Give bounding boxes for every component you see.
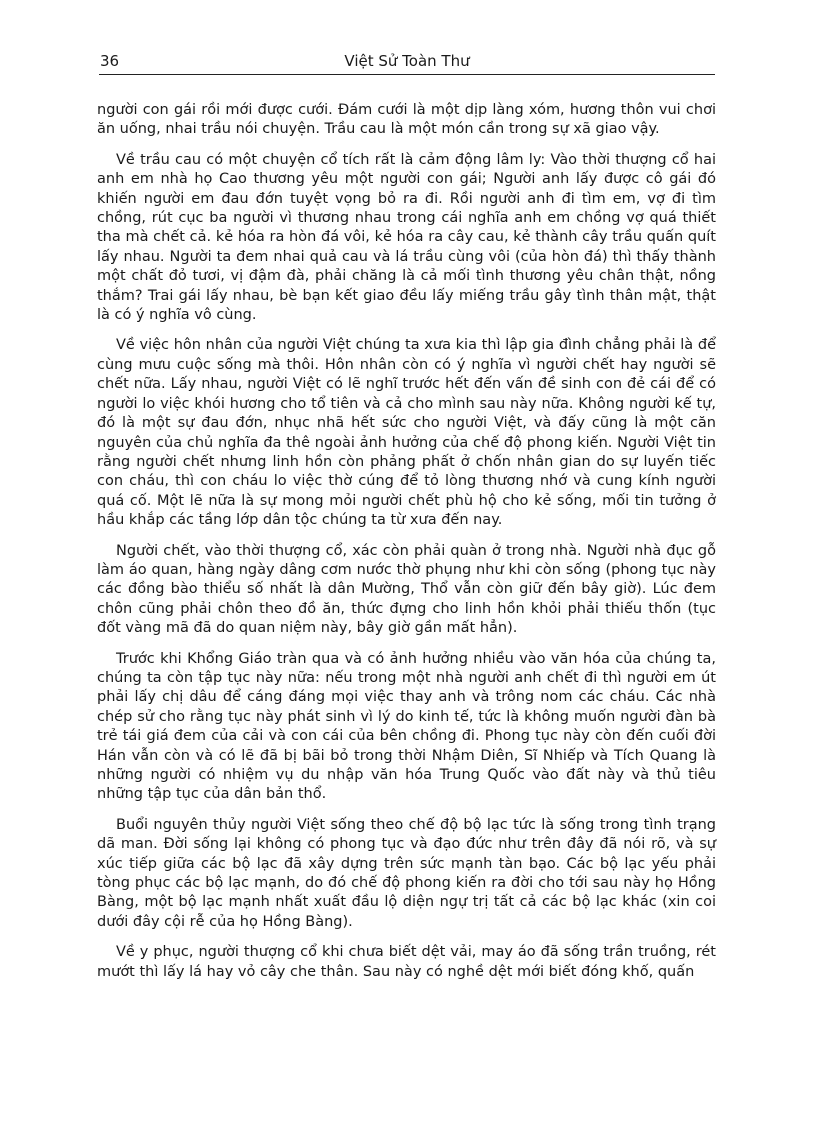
paragraph: Người chết, vào thời thượng cổ, xác còn phải quàn ở trong nhà. Người nhà đục gỗ làm áo quan, hàng ngày dâng cơm nước thờ phụng như khi còn sống (phong tục này các đồng bào thiểu số nhất là dân Mường, Thổ vẫn còn giữ đến bây giờ). Lúc đem chôn cũng phải chôn theo đồ ăn, thức đựng cho linh hồn khỏi phải thiếu thốn (tục đốt vàng mã đã do quan niệm này, bây giờ gần mất hẳn).: [97, 542, 716, 637]
paragraph: Về trầu cau có một chuyện cổ tích rất là cảm động lâm ly: Vào thời thượng cổ hai anh em nhà họ Cao thương yêu một người con gái; Người anh lấy được cô gái đó khiến người em đau đớn tuyệt vọng bỏ ra đi. Rồi người anh đi tìm em, vợ đi tìm chồng, rút cục ba người vì thương nhau trong cái nghĩa anh em chồng vợ quá thiết tha mà chết cả. kẻ hóa ra hòn đá vôi, kẻ hóa ra cây cau, kẻ thành cây trầu quấn quít lấy nhau. Người ta đem nhai quả cau và lá trầu cùng vôi (của hòn đá) thì thấy thành một chất đỏ tươi, vị đậm đà, phải chăng là cả mối tình thương yêu chân thật, nồng thắm? Trai gái lấy nhau, bè bạn kết giao đều lấy miếng trầu gây tình thân mật, thật là có ý nghĩa vô cùng.: [97, 151, 716, 324]
running-title: Việt Sử Toàn Thư: [344, 52, 470, 70]
paragraph: Về việc hôn nhân của người Việt chúng ta xưa kia thì lập gia đình chẳng phải là để cùng mưu cuộc sống mà thôi. Hôn nhân còn có ý nghĩa vì người chết hay người sẽ chết nữa. Lấy nhau, người Việt có lẽ nghĩ trước hết đến vấn đề sinh con đẻ cái để có người lo việc khói hương cho tổ tiên và cả cho mình sau này nữa. Không người kế tự, đó là một sự đau đớn, nhục nhã hết sức cho người Việt, và đấy cũng là một căn nguyên của chủ nghĩa đa thê ngoài ảnh hưởng của chế độ phong kiến. Người Việt tin rằng người chết nhưng linh hồn còn phảng phất ở chốn nhân gian do sự luyến tiếc con cháu, thì con cháu lo việc thờ cúng để tỏ lòng thương nhớ và cung kính người quá cố. Một lẽ nữa là sự mong mỏi người chết phù hộ cho kẻ sống, mối tin tưởng ở hầu khắp các tầng lớp dân tộc chúng ta từ xưa đến nay.: [97, 337, 716, 529]
page-number: 36: [100, 52, 120, 70]
page-header: [99, 50, 715, 75]
paragraph: Buổi nguyên thủy người Việt sống theo chế độ bộ lạc tức là sống trong tình trạng dã man. Đời sống lại không có phong tục và đạo đức như trên đây đã nói rõ, và sự xúc tiếp giữa các bộ lạc đã xây dựng trên sức mạnh tàn bạo. Các bộ lạc yếu phải tòng phục các bộ lạc mạnh, do đó chế độ phong kiến ra đời cho tới sau này họ Hồng Bàng, một bộ lạc mạnh nhất xuất đầu lộ diện ngự trị tất cả các bộ lạc khác (xin coi dưới đây cội rễ của họ Hồng Bàng).: [97, 816, 716, 930]
paragraph: người con gái rồi mới được cưới. Đám cưới là một dịp làng xóm, hương thôn vui chơi ăn uống, nhai trầu nói chuyện. Trầu cau là một món cần trong sự xã giao vậy.: [97, 102, 716, 138]
body-text: [97, 101, 716, 993]
paragraph: Trước khi Khổng Giáo tràn qua và có ảnh hưởng nhiều vào văn hóa của chúng ta, chúng ta còn tập tục này nữa: nếu trong một nhà người anh chết đi thì người em út phải lấy chị dâu để cáng đáng mọi việc thay anh và trông nom các cháu. Các nhà chép sử cho rằng tục này phát sinh vì lý do kinh tế, tức là không muốn người đàn bà trẻ tái giá đem của cải và con cái của bên chồng đi. Phong tục này còn đến cuối đời Hán vẫn còn và có lẽ đã bị bãi bỏ trong thời Nhậm Diên, Sĩ Nhiếp và Tích Quang là những người có nhiệm vụ du nhập văn hóa Trung Quốc vào đất này và thủ tiêu những tập tục của dân bản thổ.: [97, 650, 716, 803]
paragraph: Về y phục, người thượng cổ khi chưa biết dệt vải, may áo đã sống trần truồng, rét mướt thì lấy lá hay vỏ cây che thân. Sau này có nghề dệt mới biết đóng khố, quấn: [97, 944, 716, 980]
